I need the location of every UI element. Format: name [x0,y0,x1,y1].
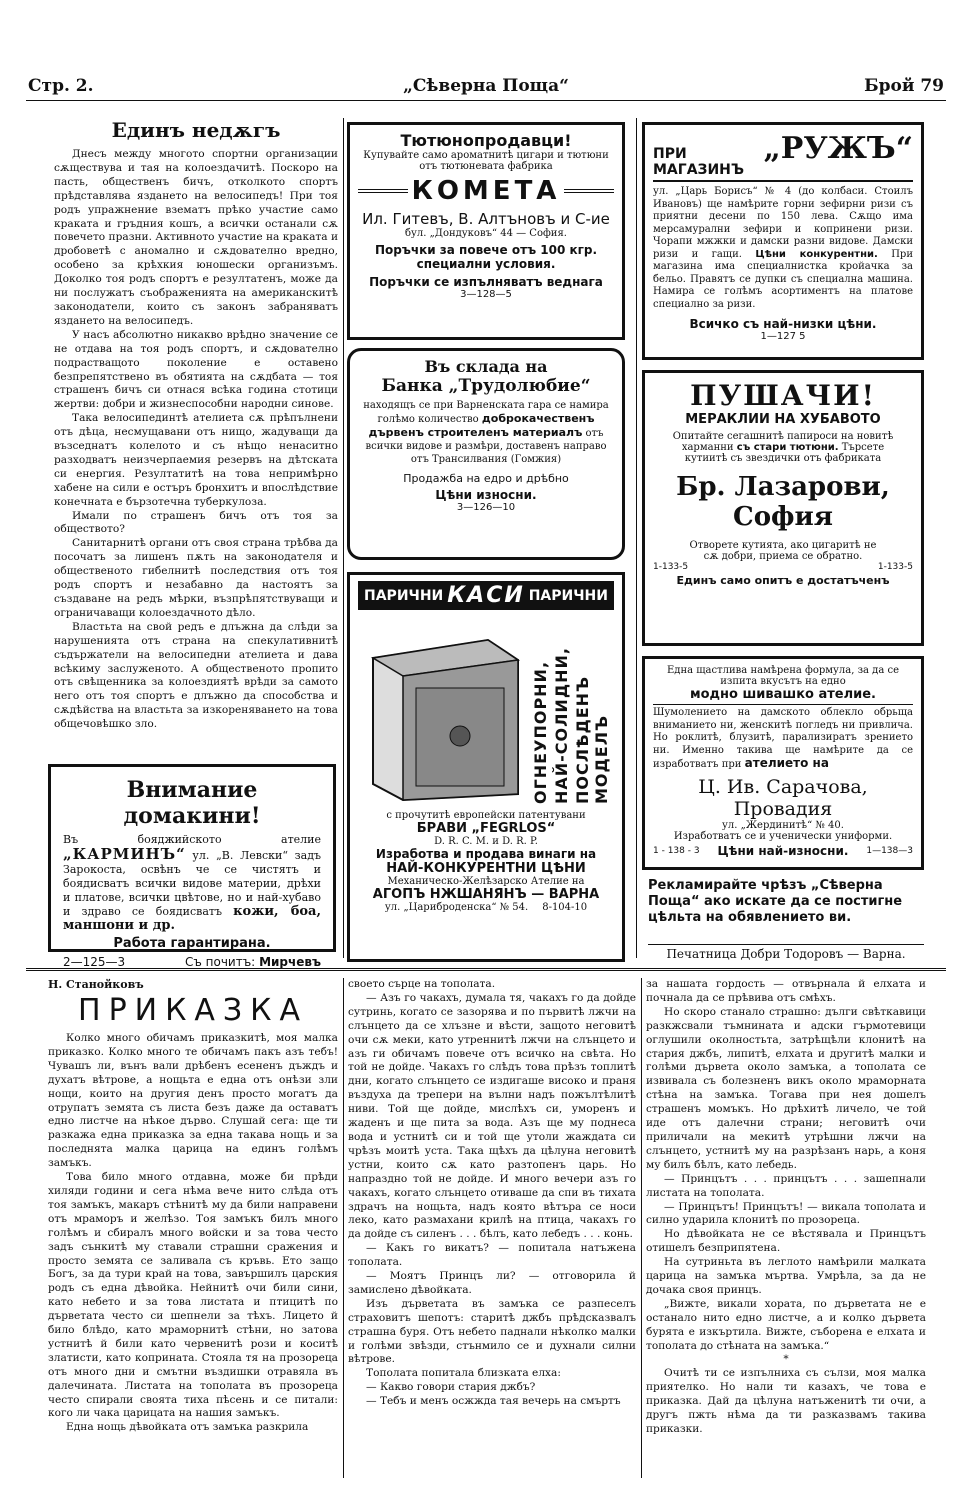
ad-highlight: модно шивашко ателие. [689,687,876,702]
article-paragraph: Така велосипединтѣ ателиета сѫ прѣпълнени отъ дѣца, несмущавани отъ нищо, жадуващи да възседнатъ колелото и съ нѣщо ненаситно разходватъ неизчерпаемия резервъ на дѣтската си енергия. Резултатитѣ на това непримѣрно хабене на сили е остъръ бронхитъ и впослѣдствие конечната е бързотечна туберкулоза. [54,412,338,508]
ad-exec: Поръчки се изпълняватъ веднага [369,275,603,289]
ad-banner-word: ПАРИЧНИ [364,587,444,604]
ad-sarachova [642,656,924,870]
ad-title: ПРИ МАГАЗИНЪ [653,146,745,178]
ad-address: ул. „Цариброденска“ № 54. [384,902,529,913]
story-paragraph: „Вижте, викали хората, по дърветата не е останало нито едно листче, а и колко дървета бурята е изкъртила. Вижте, съборена е елхата и тополата до стѣната на замъка.“ [646,1297,926,1352]
story-paragraph: своето сърце на тополата. [348,978,496,990]
ad-text: Опитайте сегашнитѣ папироси на новитѣ [672,431,894,442]
ad-text: Купувайте само ароматнитѣ цигари и тютюни [363,150,609,161]
story-paragraph: Това било много отдавна, може би прѣди хиляди години и сега нѣма вече нито слѣда отъ тоя замъкъ, макаръ стѣнитѣ му да били направени отъ мраморъ и желѣзо. Тоя замъкъ билъ много голѣмъ и сбиралъ много войски и за това често задъ сънкитѣ му ставали страшни сражения и просто земята се заливала съ кръвь. Ето защо Богъ, за да тури край на това, завършилъ царския родъ съ една дѣвойка. Нейнитѣ очи били сини, като небето и за това листата и птицитѣ по дърветата често си шепнели за тѣхъ. Лицето й било блѣдо, като мраморнитѣ стѣни, но затова устнитѣ й били като червенитѣ рози и коситѣ златисти, като коприната. Стояла тя на прозореца отъ много дни и смътни въздишки отравяла въ далечината. Листата на тополата въ прозореца често спирали своята тиха пѣсень и се питали: кого ли чака царицата на нашия замъкъ. [48,1171,338,1420]
story-paragraph: На сутриньта въ леглото намѣрили малката царица на замъка мъртва. Умрѣла, за да не дочака своя принцъ. [646,1256,926,1296]
story-paragraph: — Какво говори стария джбъ? [366,1381,536,1394]
ad-text: Изработва и продава винаги на [375,847,597,861]
ad-text: кутиитѣ съ звездички отъ фабриката [684,453,882,464]
story-paragraph: за нашата гордость — отвърнала й елхата и почнала да се прѣвива отъ смѣхъ. [646,978,926,1004]
ad-sale: Продажба на едро и дрѣбно [403,472,569,485]
ad-ref: 8-104-10 [542,902,588,913]
ad-owner: АГОПЪ НЖШАНЯНЪ — ВАРНА [372,887,600,902]
ad-housewives [48,764,336,969]
story-paragraph: Една нощь дѣвойката отъ замъка разкрила [66,1421,309,1434]
story-paragraph: Тополата попитала близката елха: [366,1367,561,1380]
ad-brand: БРАВИ „FEGRLOS“ [416,821,556,836]
story-paragraph: Но дѣвойката не се вѣстявала и Принцътъ отишелъ безприпятена. [646,1228,926,1255]
ad-ruzh [642,122,924,360]
ad-footer: Единъ само опитъ е достатъченъ [676,574,890,587]
article-title: Единъ недѫгъ [111,118,281,142]
newspaper-title: „Сѣверна Поща“ [403,76,569,96]
ad-highlight: ателието на [744,756,829,770]
ad-ref: 2—125—3 [63,955,126,969]
article-paragraph: У насъ абсолютно никакво врѣдно значение се не отдава на тоя родъ спортъ, и сѫдователно подрастващото поколение е оставено безпрепятствено въ обятията на сѫдбата — тоя страшенъ бичъ си отнася всѣка година стотици жертви: добри и жизнеспособни народни синове. [54,328,338,411]
ad-address: бул. „Дондуковъ“ 44 — София. [405,228,567,239]
story-paragraph: — Азъ го чакахъ, думала тя, чакахъ го да дойде сутринь, когато се зазорява и по първитѣ лжчи на слънцето да се хлъзне и вѣсти, защото неговитѣ очи сѫ меки, като утреннитѣ лжчи на слънцето и азъ ги обичамъ повече отъ всичко на свѣта. Но той не дойде. Чакахъ го слѣдъ това прѣзъ топлитѣ дни, когато слънцето се издигаше високо и праня въздуха да трепери на вълни надъ пожълтѣлитѣ ниви. Той ще дойде, мислѣхъ си, уморенъ и жаденъ и ще пита за вода. Азъ ще му поднеса вода и устнитѣ си и той ще утоли жаждата си чрѣзъ моитѣ уста. Така щѣхъ да цѣлуна неговитѣ устни, които сѫ като разтопенъ царь. Но напраздно той не дойде. И много вечери азъ го чакахъ, когато слънцето отиваше да спи въ тихата здрачъ на нощьта, надъ която вѣтъра се носи леко, като размахани крилѣ на птица, чакахъ го да дойде съ силенъ . . . бѣлъ, като лебедъ . . . конь. [348,991,636,1241]
article-paragraph: Властьта на свой редъ е длъжна да слѣди за нарушенията отъ страна на спекулативнитѣ съдържатели на велосипедни ателиета и дава всѣкиму заслуженото. А общественото пропито отъ свѣщенника за колоездиятѣ врѣди за самото него отъ тоя спортъ е длъжно да способства и сѫдѣйства на властьта за изкореняването на това общечовѣшко зло. [54,620,338,731]
column-divider [343,118,344,958]
ad-text: харманни [681,442,734,453]
column-divider [636,118,637,958]
ad-kometa [347,122,625,340]
ad-title: ПУШАЧИ! [690,379,876,412]
ad-banner-word: КАСИ [447,583,525,608]
ad-title: Внимание домакини! [123,777,261,829]
ad-text: Отворете кутията, ако цигаритѣ не сѫ добри, приема се обратно. [689,540,877,562]
ad-prices: Цѣни конкурентни. [755,248,878,260]
ad-footer [63,955,321,969]
column-divider [641,978,642,1478]
advertise-notice: Рекламирайте чрѣзъ „Сѣверна Поща“ ако искате да се постигне цѣльта на обявлението ви. [648,878,903,925]
story-paragraph: Но скоро станало страшно: дълги свѣткавици разкжсвали тъмнината и адски гърмотевици оглушили околностьта, затрѣщѣли клонитѣ на стария джбъ, липитѣ, елхата и другитѣ малки и голѣми дървета около замъка, а тополата се извивала съ болезненъ викъ около мраморната стѣна на замъка. Тогава при нея дошелъ страшенъ момъкъ. Но дрѣхитѣ личело, че той иде отъ далечни страни; неговитѣ очи приличали на мекитѣ утрѣшни лжчи на слънцето, устнитѣ му на разрѣзанъ нарь, а коня му билъ бѣлъ, като лебедь. [646,1005,926,1171]
ad-banner [358,581,614,610]
story-paragraph: Очитѣ ти се изпълниха съ сълзи, моя малка приятелко. Но нали ти казахъ, че това е приказка. Дай да цѣлуна натъженитѣ ти очи, а другъ пжть нѣма да ти разказвамъ такива приказки. [646,1367,926,1435]
ad-footer: Всичко съ най-низки цѣни. [689,317,877,331]
ad-side-text: ОГНЕУПОРНИ, [531,660,550,804]
ad-sign: Съ почитъ: [184,955,256,969]
story-separator: * [783,1353,789,1366]
article-paragraph: Санитарнитѣ органи отъ своя страна трѣбва да посочатъ за лишенъ пѫть на законодателя и общественото гибелнитѣ последствия отъ тоя родъ спортъ и незабавно да настоятъ за създаване на редъ мѣрки, възпрѣпятствуващи и ограничаващи колоездачното дѣло. [54,537,338,619]
ad-text: Изработватъ се и ученически униформи. [673,830,893,842]
story-col-2 [348,978,636,1409]
ad-text: При магазина има специалнистка кройачка за бельо. Правятъ се дупки съ специална машина. Намира се голѣмъ асортиментъ на платове специално за ризи. [653,248,913,310]
ad-prices: Цѣни най-износни. [717,843,849,858]
ad-text: находящъ се при Варненската гара се намира голѣмо количество [363,400,609,425]
article-paragraph: Днесъ между многото спортни организации сѫществува и тая на колоездачитѣ. Поскоро на пасть, общественъ бичъ, отколкото спортъ прѣдставлява яздането на велосипедъ! При тоя родъ упражнение взематъ прѣко участие само краката и гръдния кошъ, а всички останали сѫ повечето празни. Активното участие на краката и дробоветѣ с аномално и сѫдователно вредно, особено за крѣхкия юношески организъмъ. Доколко тоя родъ спортъ е резултатенъ, може да ни послужатъ съображенията на американскитѣ законодатели, които съ законъ забраняватъ яздането на велосипедъ. [54,148,338,327]
ad-text: НАЙ-КОНКУРЕНТНИ ЦѢНИ [386,861,586,876]
ad-ref: 1-133-5 [653,562,689,572]
ad-ref: 3—128—5 [460,289,512,300]
ad-signature: Мирчевъ [259,955,321,969]
ad-side-text: НАЙ-СОЛИДНИ, [552,647,571,804]
ad-text: Една щастлива намѣрена формула, за да се изпита вкусътъ на едно [667,665,899,687]
issue-number: Брой 79 [864,76,944,96]
page-header [28,76,944,100]
ad-address: ул. „Жердинитѣ“ № 40. [722,819,844,831]
ad-text: отъ всички видове и размѣри, доставенъ направо отъ Трансилвания (Гомжия) [365,428,607,465]
story-paragraph: Изъ дърветата въ замъка се разпеселъ страховитъ шепотъ: старитѣ джбъ прѣдсказвалъ страшна буря. Отъ небето паднали нѣколко малки и голѣми звѣзди, стънмило се и духнали силни вѣтрове. [348,1297,636,1366]
story-author: Н. Станойковъ [48,978,144,991]
ad-text: Въ бояджийското ателие [63,833,321,846]
ad-text: Търсете [841,442,885,453]
ad-banner-word: ПАРИЧНИ [528,587,608,604]
story-paragraph: — Тебъ и менъ осжжда тая вечерь на смъртъ [366,1395,621,1408]
safe-illustration [358,618,528,804]
ad-title: Въ склада на [424,357,548,376]
ad-brand: КОМЕТА [411,176,561,206]
ad-orders: Поръчки за повече отъ 100 кгр. специални условия. [374,243,598,271]
ad-ref: 3—126—10 [456,502,516,513]
ad-ref: 1 - 138 - 3 [653,845,700,856]
column-divider [343,978,344,1478]
ad-text: ул. „Царь Борисъ“ № 4 (до колбаси. Стоилъ Ивановъ) ще намѣрите горни зефирни ризи съ приятни десени по 150 лева. Сѫщо има мерсамурални зефири и копринени ризи. Чорапи мжжки и дамски разни видове. Дамски ризи и гащи. [653,186,913,260]
ad-text: Механическо-Желѣзарско Ателие на [387,876,585,887]
article-single-ailment [54,118,338,732]
ad-ref: 1—138—3 [866,845,913,856]
ad-text: с прочутитѣ европейски патентувани [386,810,586,821]
ad-prices: Цѣни износни. [435,488,537,502]
story-paragraph: — Моятъ Принцъ ли? — отговорила й замислено дѣвойката. [348,1270,636,1296]
ad-highlight: кожи, боа, маншони и др. [63,904,321,933]
ad-title: Банка „Трудолюбие“ [381,376,591,396]
ad-subtitle: МЕРАКЛИИ НА ХУБАВОТО [685,412,881,427]
ad-smokers [642,370,924,646]
ad-brand: Бр. Лазарови, София [676,472,890,532]
story-title: ПРИКАЗКА [78,993,308,1028]
ad-side-text: ПОСЛѢДЕНЪ МОДЕЛЪ [573,675,611,804]
ad-trudolyubie [347,348,625,560]
story-paragraph: — Какъ го викатъ? — попитала натъжена тополата. [348,1242,636,1269]
article-body [54,148,338,732]
printer-line: Печатница Добри Тодоровъ — Варна. [648,944,924,961]
ad-ref: 1—127 5 [760,331,806,342]
story-paragraph: — Принцътъ! Принцътъ! — викала тополата и силно ударила клонитѣ по прозореца. [646,1200,926,1227]
story-col-1 [48,978,338,1435]
ad-text: отъ тютюневата фабрика [419,161,553,172]
ad-text: Шумолението на дамското облекло обрьща вниманието ни, женскитѣ погледъ ни привлича. Но роклитѣ, блузитѣ, парализиратъ зрението ни. Именно такива ще намѣрите да се изработватъ при [653,707,913,770]
story-paragraph: — Принцътъ . . . принцътъ . . . зашепнали листата на тополата. [646,1172,926,1199]
ad-text: ул. „В. Левски“ задъ Зарокоста, освѣнъ че се чистятъ и боядисватъ всички видове материи, дрѣхи и платове, всички цвѣтове, но и най-хубаво и здраво се боядисватъ [63,849,321,918]
ad-text: D. R. C. M. и D. R. P. [434,836,538,847]
ad-cash-safes [347,572,625,962]
section-rule [26,968,946,971]
ad-guarantee: Работа гарантирана. [113,936,271,951]
ad-highlight: съ стари тютюни. [736,442,839,453]
header-rule [26,100,946,101]
ad-owners: Ил. Гитевъ, В. Алтъновъ и С-ие [362,210,610,228]
page-number: Стр. 2. [28,76,94,96]
article-paragraph: Имали по страшенъ бичъ отъ тоя за обществото? [54,509,338,536]
ad-highlight: доброкачественъ дървенъ строителенъ материалъ [368,412,595,439]
ad-ref: 1-133-5 [877,562,913,572]
story-paragraph: Колко много обичамъ приказкитѣ, моя малка приказко. Колко много те обичамъ пакъ азъ тебъ! Чувашъ ли, вънъ вали дрѣбенъ есененъ дъждъ и духатъ вѣтрове, а нощьта е една отъ онѣзи зли нощи, които на другия денъ просто могатъ да отрупатъ земята съ листа безъ даже да оставатъ едно листче на нѣкое дърво. Слушай сега: ще ти разкажа една приказка за една такава нощь и за последнята малка царица на единъ голѣмъ замъкъ. [48,1032,338,1170]
story-col-3 [646,978,926,1437]
ad-brand: Ц. Ив. Сарачова, Провадия [698,775,868,820]
ad-brand: „КАРМИНЪ“ [63,845,186,863]
ad-brand: „РУЖЪ“ [763,131,913,166]
ad-heading: Тютюнопродавци! [400,131,572,150]
